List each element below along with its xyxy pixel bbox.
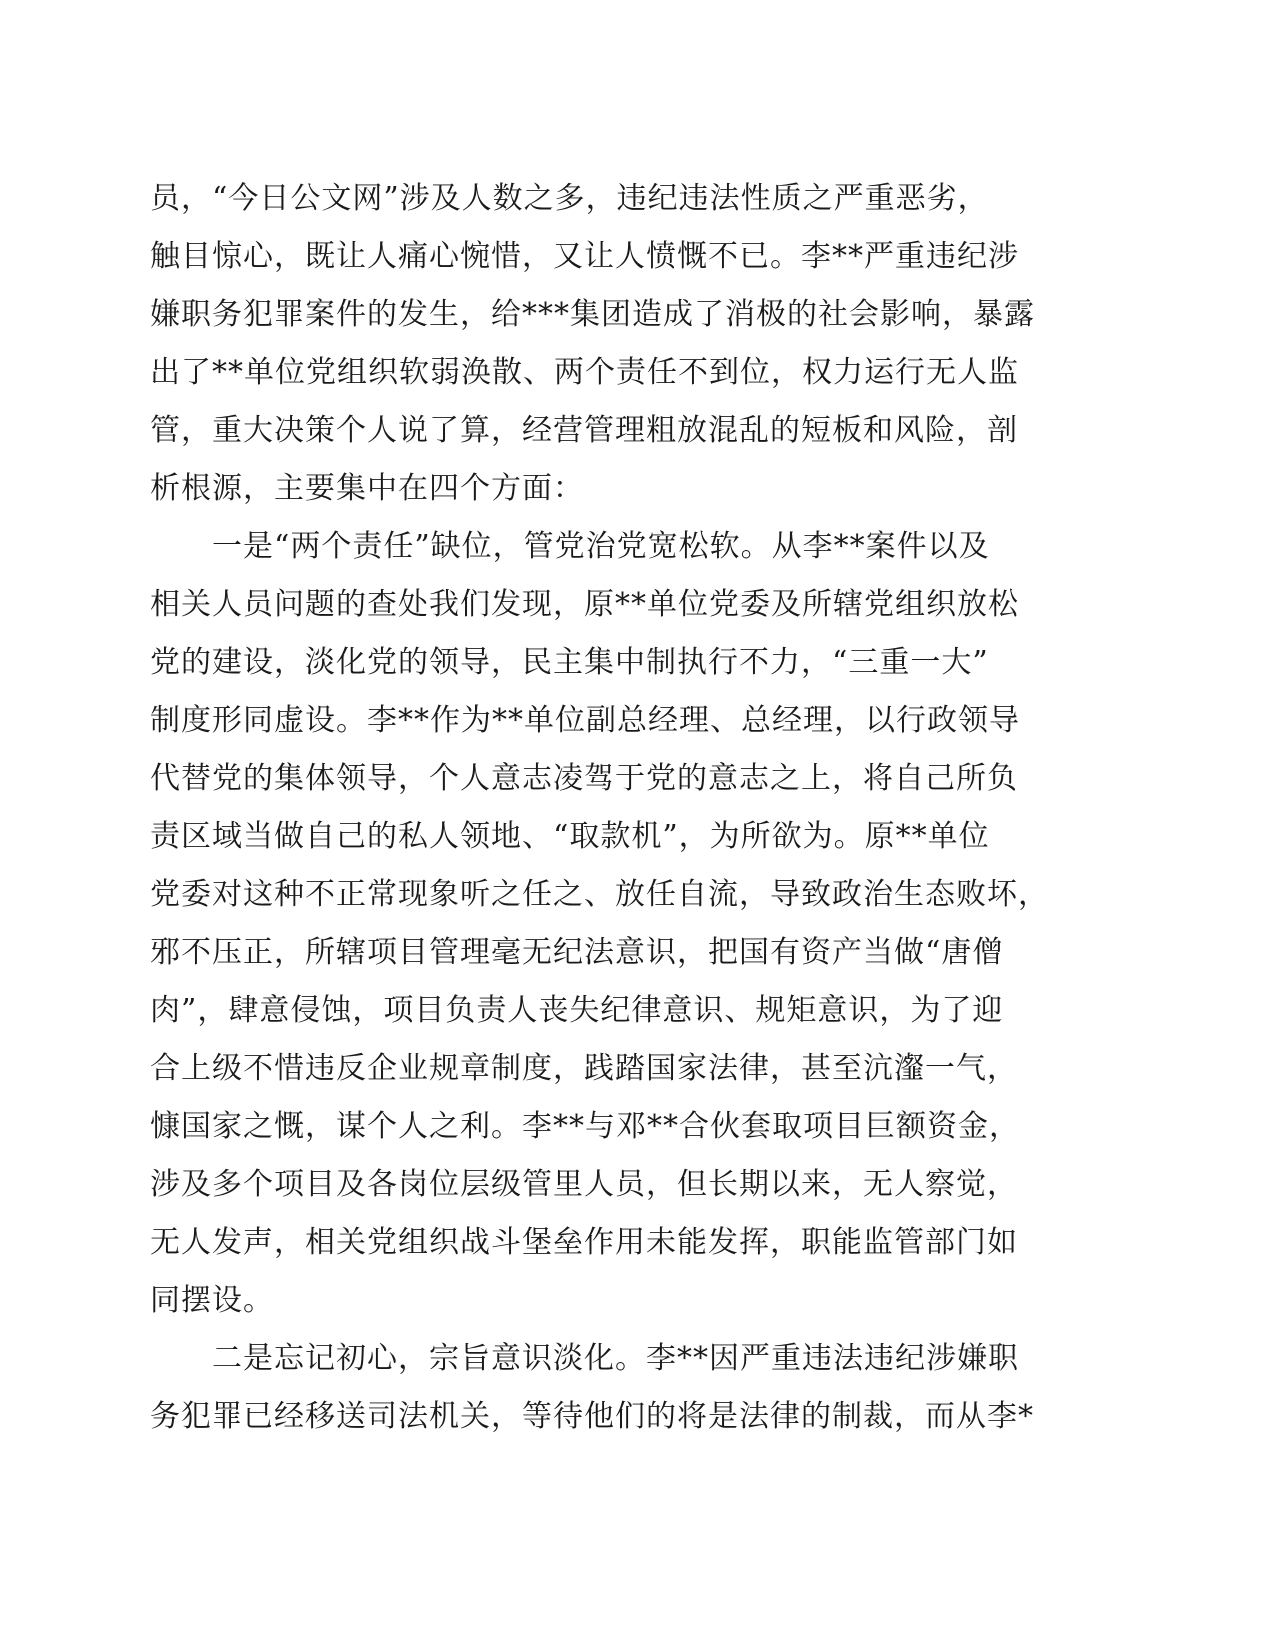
paragraph-2 xyxy=(150,518,1110,1330)
text-line: 务犯罪已经移送司法机关，等待他们的将是法律的制裁，而从李* xyxy=(150,1399,1034,1434)
text-line: 嫌职务犯罪案件的发生，给***集团造成了消极的社会影响，暴露 xyxy=(150,297,1035,332)
text-line: 触目惊心，既让人痛心惋惜，又让人愤慨不已。李**严重违纪涉 xyxy=(150,239,1019,274)
paragraph-3 xyxy=(150,1330,1110,1446)
text-line: 相关人员问题的查处我们发现，原**单位党委及所辖党组织放松 xyxy=(150,587,1019,622)
text-line: 二是忘记初心，宗旨意识淡化。李**因严重违法违纪涉嫌职 xyxy=(212,1341,1019,1376)
text-line: 制度形同虚设。李**作为**单位副总经理、总经理，以行政领导 xyxy=(150,703,1020,738)
paragraph-1 xyxy=(150,170,1110,518)
text-line: 同摆设。 xyxy=(150,1283,274,1318)
document-body xyxy=(150,170,1110,1446)
text-line: 合上级不惜违反企业规章制度，践踏国家法律，甚至沆瀣一气， xyxy=(150,1051,1018,1086)
text-line: 代替党的集体领导，个人意志凌驾于党的意志之上，将自己所负 xyxy=(150,761,1018,796)
text-line: 党的建设，淡化党的领导，民主集中制执行不力，“三重一大” xyxy=(150,645,989,680)
text-line: 管，重大决策个人说了算，经营管理粗放混乱的短板和风险，剖 xyxy=(150,413,1018,448)
text-line: 涉及多个项目及各岗位层级管里人员，但长期以来，无人察觉， xyxy=(150,1167,1018,1202)
text-line: 无人发声，相关党组织战斗堡垒作用未能发挥，职能监管部门如 xyxy=(150,1225,1018,1260)
text-line: 责区域当做自己的私人领地、“取款机”，为所欲为。原**单位 xyxy=(150,819,990,854)
text-line: 析根源，主要集中在四个方面： xyxy=(150,471,584,506)
text-line: 肉”，肆意侵蚀，项目负责人丧失纪律意识、规矩意识，为了迎 xyxy=(150,993,1004,1028)
text-line: 慷国家之慨，谋个人之利。李**与邓**合伙套取项目巨额资金， xyxy=(150,1109,1020,1144)
text-line: 员，“今日公文网”涉及人数之多，违纪违法性质之严重恶劣， xyxy=(150,181,989,216)
text-line: 出了**单位党组织软弱涣散、两个责任不到位，权力运行无人监 xyxy=(150,355,1019,390)
text-line: 党委对这种不正常现象听之任之、放任自流，导致政治生态败坏， xyxy=(150,877,1049,912)
text-line: 一是“两个责任”缺位，管党治党宽松软。从李**案件以及 xyxy=(212,529,990,564)
text-line: 邪不压正，所辖项目管理毫无纪法意识，把国有资产当做“唐僧 xyxy=(150,935,1004,970)
